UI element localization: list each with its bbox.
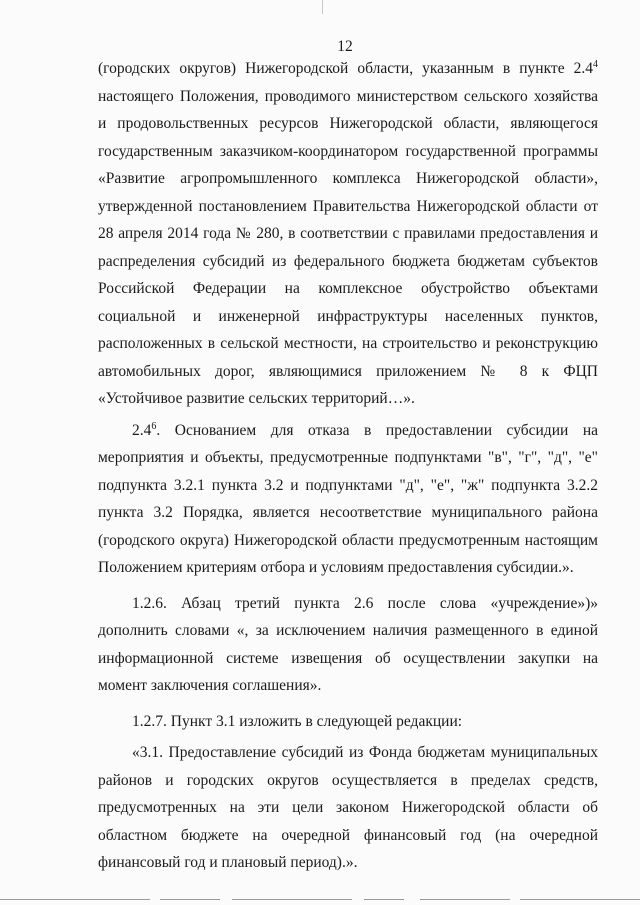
superscript-4: 4 [593,58,598,70]
paragraph-1-2-6: 1.2.6. Абзац третий пункта 2.6 после слова «учреждение»)» дополнить словами «, за исключением наличия размещенного в единой информационной системе извещения об осуществлении закупки на момент заключения соглашения». [98,594,598,694]
paragraph-continuation [98,55,598,413]
paragraph-1-2-7: 1.2.7. Пункт 3.1 изложить в следующей редакции: [132,712,463,730]
paragraph-text-start: (городских округов) Нижегородской области, указанным в пункте 2.4 [98,60,593,77]
paragraph-text: . Основанием для отказа в предоставлении субсидии на мероприятия и объекты, предусмотренные подпунктами "в", "г", "д", "е" подпункта 3.2.1 пункта 3.2 и подпунктами "д", "е", "ж" подпункта 3.2.2 пункта 3.2 Порядка, является несоответствие муниципального района (городского округа) Нижегородской области предусмотренным настоящим Положением критериям отбора и условиям предоставления субсидии.». [98,421,598,576]
document-body [98,55,598,877]
page-number: 12 [337,38,353,55]
paragraph-text-end: настоящего Положения, проводимого министерством сельского хозяйства и продовольственных ресурсов Нижегородской области, являющегося государственным заказчиком-координатором государственной программы «Развитие агропромышленного комплекса Нижегородской области», утвержденной постановлением Правительства Нижегородской области от 28 апреля 2014 года № 280, в соответствии с правилами предоставления и распределения субсидий из федерального бюджета бюджетам субъектов Российской Федерации на комплексное обустройство объектами социальной и инженерной инфраструктуры населенных пунктов, расположенных в сельской местности, на строительство и реконструкцию автомобильных дорог, являющимися приложением № 8 к ФЦП «Устойчивое развитие сельских территорий…». [98,87,598,407]
paragraph-2-4-6 [98,417,598,582]
paragraph-3-1: «3.1. Предоставление субсидий из Фонда бюджетам муниципальных районов и городских округов осуществляется в пределах средств, предусмотренных на эти цели законом Нижегородской области об областном бюджете на очередной финансовый год (на очередной финансовый год и плановый период).». [98,744,598,871]
scan-artifact-mark [322,0,323,14]
paragraph-label: 2.4 [132,421,152,439]
superscript-6: 6 [151,420,157,432]
scan-bottom-edge [0,893,640,905]
